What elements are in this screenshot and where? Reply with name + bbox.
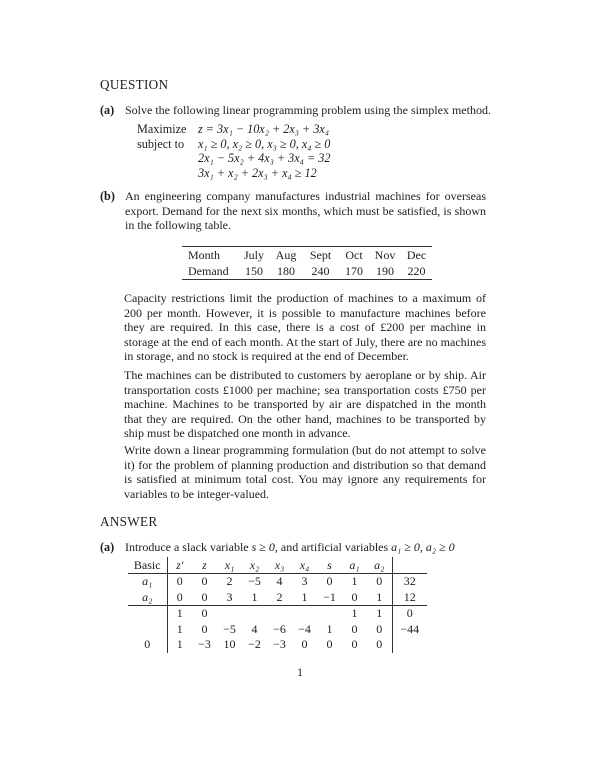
tableau-row-a1: [128, 574, 427, 590]
demand-header-nov: Nov: [374, 248, 396, 262]
tableau-value-cell: −4: [298, 621, 311, 636]
tableau-value-cell: 1: [351, 606, 358, 620]
tableau-col-x3: x₃: [267, 557, 292, 574]
tableau-value-cell: 1: [292, 590, 317, 606]
tableau-value-cell: 1: [242, 590, 267, 606]
tableau-value-cell: −1: [317, 590, 342, 606]
demand-header-sept: Sept: [309, 248, 332, 262]
tableau-value-cell: 4: [251, 621, 258, 636]
tableau-col-x4: x₄: [292, 557, 317, 574]
objective-formula: z = 3x₁ − 10x₂ + 2x₃ + 3x₄: [198, 122, 330, 136]
constraint-nonneg: x₁ ≥ 0, x₂ ≥ 0, x₃ ≥ 0, x₄ ≥ 0: [198, 136, 331, 151]
tableau-value-cell: 0: [326, 637, 333, 651]
lp-equation-block: [137, 122, 330, 180]
demand-header-row: [182, 247, 432, 264]
tableau-value-cell: 0: [201, 621, 208, 636]
tableau-value-cell: [242, 606, 267, 622]
demand-header-aug: Aug: [275, 248, 297, 262]
tableau-basic-cell: 0: [144, 637, 151, 651]
tableau-col-z: z: [192, 557, 217, 574]
demand-value-aug: 180: [277, 264, 295, 278]
tableau-row-5: [128, 637, 427, 653]
tableau-value-cell: 0: [301, 637, 308, 651]
tableau-value-cell: −3: [273, 637, 286, 651]
demand-value-nov: 190: [376, 264, 394, 278]
tableau-value-cell: 3: [217, 590, 242, 606]
tableau-col-zprime: z′: [167, 557, 192, 574]
tableau-value-cell: 0: [351, 637, 358, 651]
constraint-2: 3x₁ + x₂ + 2x₃ + x₄ ≥ 12: [198, 165, 317, 180]
tableau-basic-cell: a₁: [142, 574, 153, 588]
tableau-value-cell: 10: [223, 637, 236, 651]
tableau-col-x1: x₁: [217, 557, 242, 574]
tableau-value-cell: 1: [167, 606, 192, 622]
tableau-value-cell: 1: [351, 574, 358, 588]
answer-intro-segment-2: , and artificial variables: [274, 540, 392, 554]
tableau-value-cell: 1: [326, 621, 333, 636]
tableau-rhs-cell: 0: [392, 606, 427, 622]
demand-header-oct: Oct: [345, 248, 363, 262]
tableau-col-a1: a₁: [342, 557, 367, 574]
tableau-value-cell: 0: [326, 574, 333, 588]
answer-part-a-text: [125, 540, 455, 555]
demand-value-jul: 150: [245, 264, 263, 278]
tableau-value-cell: 3: [301, 574, 308, 588]
answer-part-a: [100, 540, 496, 555]
demand-table: [182, 246, 432, 280]
demand-header-month: Month: [188, 248, 221, 262]
tableau-rhs-cell: [392, 637, 427, 653]
tableau-value-cell: 0: [167, 590, 192, 606]
tableau-value-cell: 1: [167, 637, 192, 653]
tableau-rhs-header: [392, 557, 427, 574]
demand-value-row: [182, 263, 432, 280]
demand-value-dec: 220: [407, 264, 426, 278]
answer-part-a-label: (a): [100, 540, 115, 554]
tableau-value-cell: 0: [376, 621, 383, 636]
tableau-header-row: [128, 557, 427, 574]
tableau-value-cell: 2: [267, 590, 292, 606]
part-b-label: (b): [100, 189, 115, 203]
tableau-value-cell: 2: [226, 574, 233, 588]
tableau-value-cell: 1: [367, 590, 392, 606]
constraint-1: 2x₁ − 5x₂ + 4x₃ + 3x₄ = 32: [198, 151, 331, 166]
part-a-text: Solve the following linear programming problem using the simplex method.: [125, 103, 491, 117]
tableau-value-cell: 0: [201, 606, 208, 620]
demand-value-sept: 240: [311, 264, 330, 278]
tableau-value-cell: 1: [376, 606, 383, 620]
tableau-col-a2: a₂: [367, 557, 392, 574]
demand-header-jul: July: [243, 248, 264, 262]
tableau-rhs-cell: 32: [392, 574, 427, 590]
tableau-rhs-cell: −44: [392, 622, 427, 638]
tableau-col-x2: x₂: [242, 557, 267, 574]
tableau-value-cell: [217, 606, 242, 622]
tableau-value-cell: 1: [167, 622, 192, 638]
tableau-row-3: [128, 606, 427, 622]
tableau-basic-cell: [128, 606, 167, 622]
tableau-value-cell: 4: [276, 574, 283, 588]
capacity-paragraph: Capacity restrictions limit the production of machines to a maximum of 200 per month. However, it is possible to manufacture machines before they are required. In this case, there is a cost of £200 per machine in storage at the end of each month. At the start of July, there are no machines in storage, and no stock is required at the end of December.: [124, 291, 486, 364]
objective-label: Maximize: [137, 122, 187, 136]
question-part-b: [100, 189, 486, 233]
transport-paragraph: The machines can be distributed to customers by aeroplane or by ship. Air transportation costs £1000 per machine; sea transportation costs £750 per machine. Machines to be transported by air are dispatched in the month that they are required. On the other hand, machines to be transported by ship must be dispatched one month in advance.: [124, 368, 486, 441]
tableau-row-4: [128, 622, 427, 638]
question-part-a: [100, 103, 492, 118]
tableau-value-cell: −3: [198, 637, 211, 651]
page-number: 1: [297, 665, 303, 679]
answer-intro-slack: s ≥ 0: [251, 540, 275, 554]
tableau-col-s: s: [317, 557, 342, 574]
question-heading: QUESTION: [100, 77, 169, 92]
tableau-basic-cell: a₂: [128, 590, 167, 606]
tableau-value-cell: [292, 606, 317, 622]
tableau-value-cell: 0: [342, 590, 367, 606]
tableau-value-cell: 0: [351, 621, 358, 636]
tableau-value-cell: 0: [376, 574, 383, 588]
part-a-label: (a): [100, 103, 115, 117]
tableau-value-cell: −5: [223, 621, 236, 636]
tableau-basic-header: Basic: [128, 557, 167, 574]
answer-intro-artificial: a₁ ≥ 0, a₂ ≥ 0: [391, 540, 455, 554]
tableau-rhs-cell: 12: [392, 590, 427, 606]
formulation-paragraph: Write down a linear programming formulation (but do not attempt to solve it) for the problem of planning production and distribution so that demand is satisfied at minimum total cost. You may ignore any requirements for variables to be integer-valued.: [124, 443, 486, 501]
demand-value-oct: 170: [345, 264, 363, 278]
tableau-row-a2: [128, 590, 427, 606]
part-b-intro: An engineering company manufactures industrial machines for overseas export. Demand for the next six months, which must be satisfied, is shown in the following table.: [125, 189, 486, 232]
tableau-value-cell: −5: [248, 574, 261, 588]
tableau-value-cell: 0: [167, 574, 192, 590]
demand-header-dec: Dec: [406, 248, 427, 262]
tableau-value-cell: [267, 606, 292, 622]
answer-intro-segment-1: Introduce a slack variable: [125, 540, 252, 554]
tableau-value-cell: 0: [192, 590, 217, 606]
simplex-tableau: [128, 557, 427, 653]
subject-to-label: subject to: [137, 136, 185, 151]
tableau-value-cell: −2: [248, 637, 261, 651]
answer-heading: ANSWER: [100, 514, 158, 529]
tableau-basic-cell: [128, 622, 167, 638]
demand-row-label: Demand: [188, 264, 229, 278]
tableau-value-cell: 0: [201, 574, 208, 588]
tableau-value-cell: −6: [273, 621, 286, 636]
tableau-value-cell: 0: [376, 637, 383, 651]
tableau-value-cell: [317, 606, 342, 622]
